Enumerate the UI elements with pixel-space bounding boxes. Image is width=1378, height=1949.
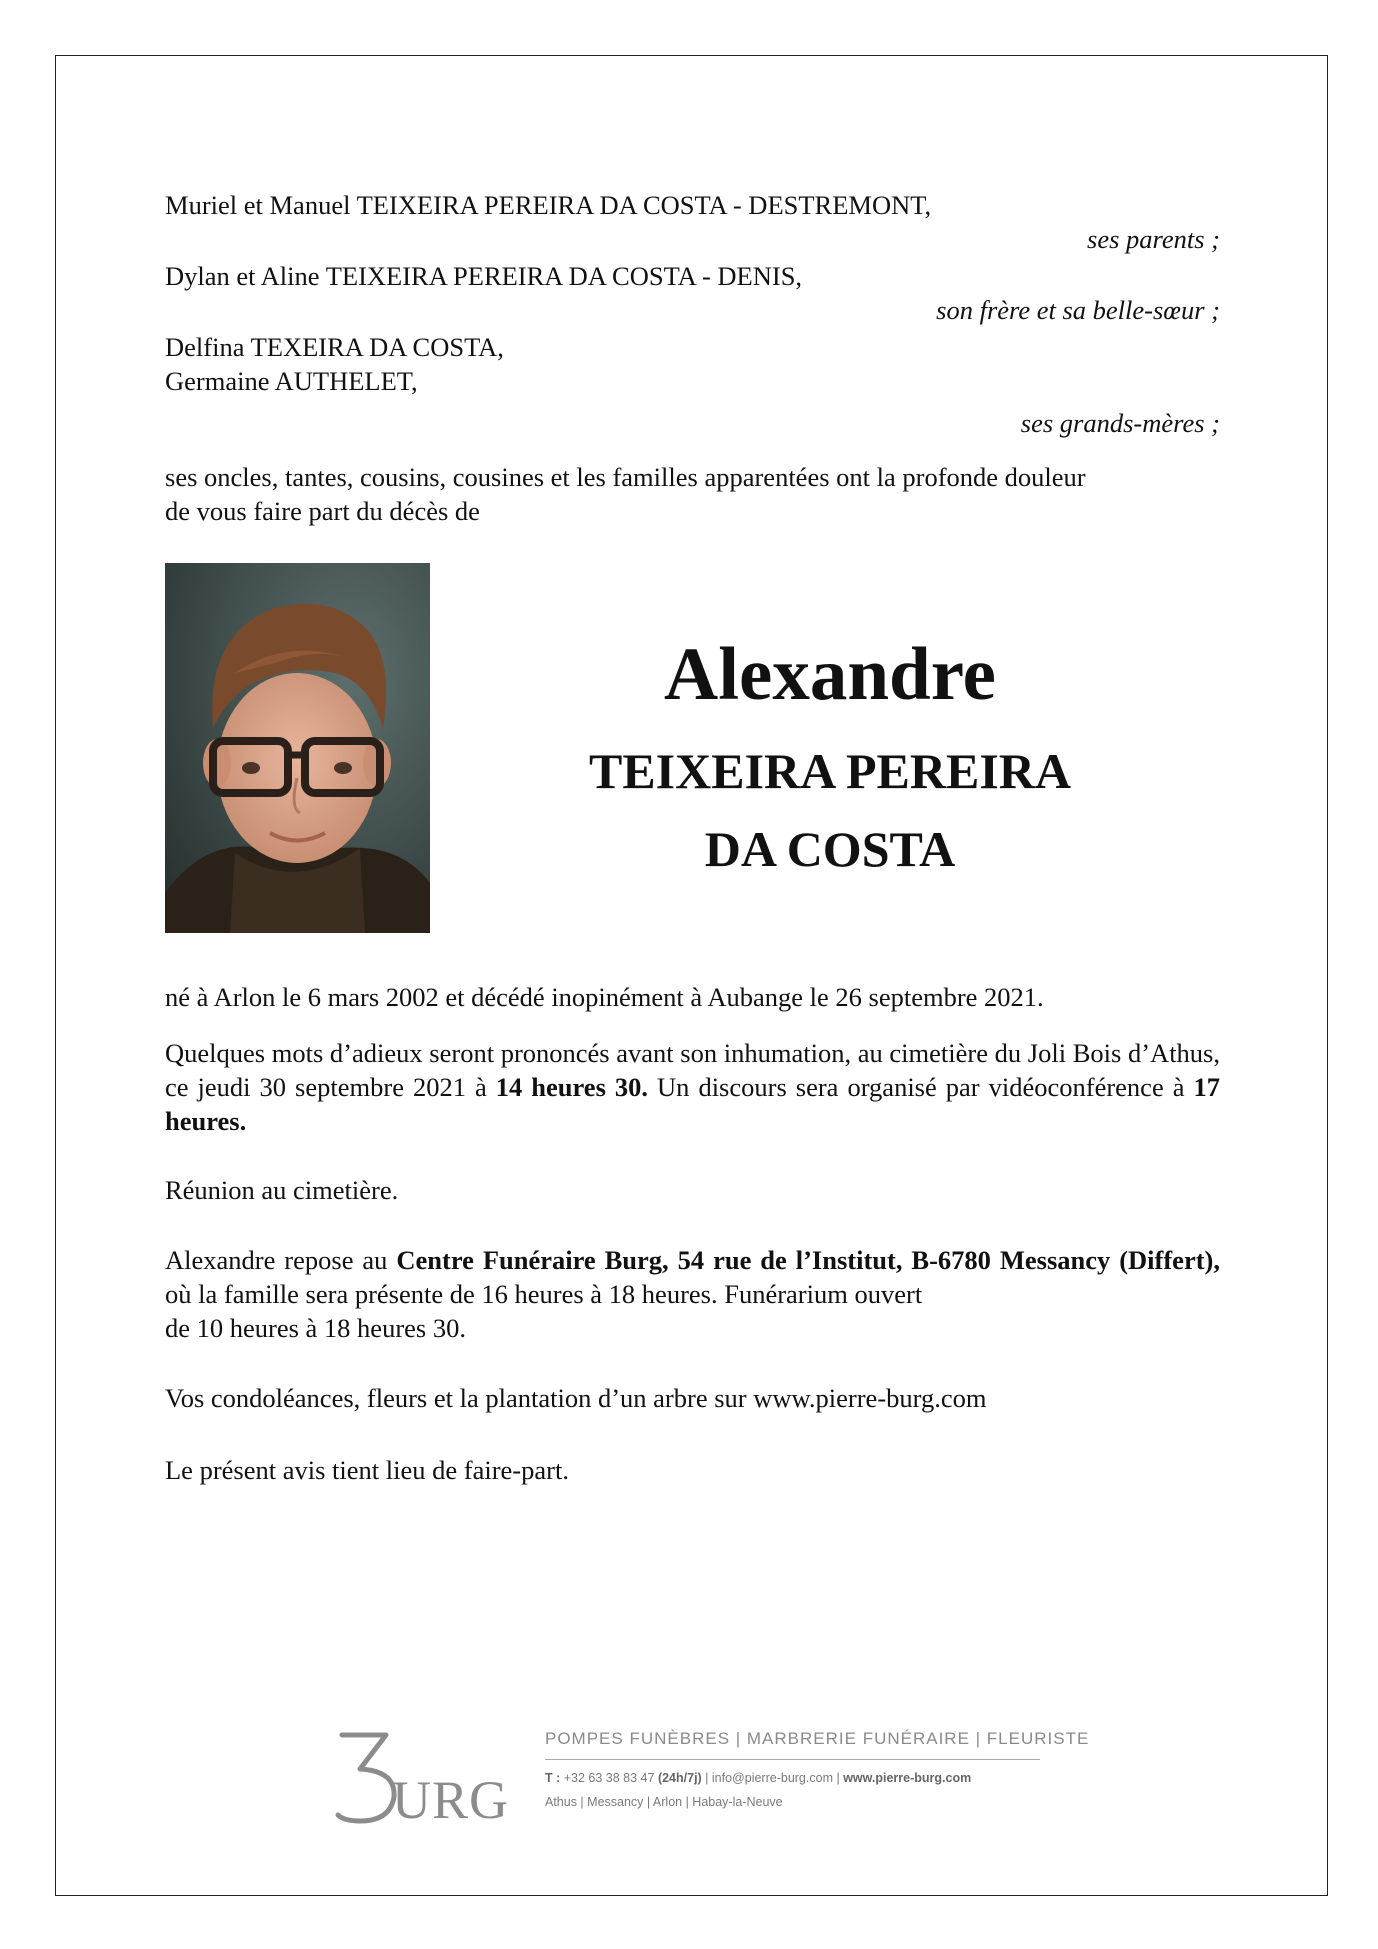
ceremony-text-2: Un discours sera organisé par vidéoconférence à (648, 1072, 1194, 1102)
footer-locations: Athus | Messancy | Arlon | Habay-la-Neuve (545, 1795, 783, 1809)
portrait-photo (165, 563, 430, 933)
burg-logo (330, 1725, 510, 1825)
deceased-last-name-line-1: TEIXEIRA PEREIRA (588, 743, 1072, 799)
sibling-names: Dylan et Aline TEIXEIRA PEREIRA DA COSTA - DENIS, (165, 261, 803, 291)
ceremony-time: 14 heures 30. (495, 1072, 649, 1102)
separator: | (832, 1771, 844, 1785)
repose-hours-1: où la famille sera présente de 16 heures à 18 heures. Funérarium ouvert (165, 1279, 923, 1309)
portrait-illustration (165, 563, 430, 933)
email-link[interactable]: info@pierre-burg.com (711, 1771, 833, 1785)
footer-contact (545, 1770, 1089, 1787)
sibling-role: son frère et sa belle-sœur ; (936, 295, 1220, 325)
condolences-text: Vos condoléances, fleurs et la plantation d’un arbre sur www.pierre-burg.com (165, 1383, 987, 1413)
phone-hours: (24h/7j) (657, 1771, 702, 1785)
burg-logo-mark (330, 1725, 510, 1825)
repose-paragraph (165, 1243, 1220, 1311)
burg-logo-text: URG (392, 1770, 510, 1825)
grandmother-2: Germaine AUTHELET, (165, 366, 418, 396)
ceremony-text-1: Quelques mots d’adieux seront prononcés avant son inhumation, au cimetière du Joli Bois d’Athus, ce jeudi 30 septembre 2021 à (165, 1038, 1220, 1102)
deceased-first-name: Alexandre (664, 633, 996, 716)
footer-text-block (545, 1728, 1089, 1811)
notice-text: Le présent avis tient lieu de faire-part. (165, 1455, 569, 1485)
relatives-line-2: de vous faire part du décès de (165, 496, 480, 526)
parents-role: ses parents ; (1087, 224, 1220, 254)
phone-label: T : (545, 1771, 564, 1785)
relatives-line-1: ses oncles, tantes, cousins, cousines et les familles apparentées ont la profonde douleur (165, 462, 1086, 492)
repose-hours-2: de 10 heures à 18 heures 30. (165, 1313, 466, 1343)
parents-names: Muriel et Manuel TEIXEIRA PEREIRA DA COSTA - DESTREMONT, (165, 190, 932, 220)
separator: | (701, 1771, 712, 1785)
footer-services: POMPES FUNÈBRES | MARBRERIE FUNÉRAIRE | FLEURISTE (545, 1729, 1090, 1748)
family-section (165, 188, 1220, 528)
deceased-name-block (480, 630, 1180, 888)
details-section (165, 980, 1220, 1487)
phone-number[interactable]: +32 63 38 83 47 (563, 1771, 658, 1785)
grandmother-1: Delfina TEXEIRA DA COSTA, (165, 332, 504, 362)
website-link[interactable]: www.pierre-burg.com (843, 1771, 972, 1785)
grandmothers-role: ses grands-mères ; (1020, 408, 1220, 438)
ceremony-paragraph (165, 1036, 1220, 1138)
deceased-last-name-line-2: DA COSTA (704, 821, 956, 877)
birth-death-text: né à Arlon le 6 mars 2002 et décédé inopinément à Aubange le 26 septembre 2021. (165, 982, 1044, 1012)
meeting-text: Réunion au cimetière. (165, 1175, 399, 1205)
footer (330, 1725, 1090, 1825)
footer-divider (545, 1759, 1040, 1760)
repose-place: Centre Funéraire Burg, 54 rue de l’Institut, B-6780 Messancy (Differt), (396, 1245, 1220, 1275)
repose-intro: Alexandre repose au (165, 1245, 397, 1275)
video-time: 17 heures. (165, 1072, 1220, 1136)
